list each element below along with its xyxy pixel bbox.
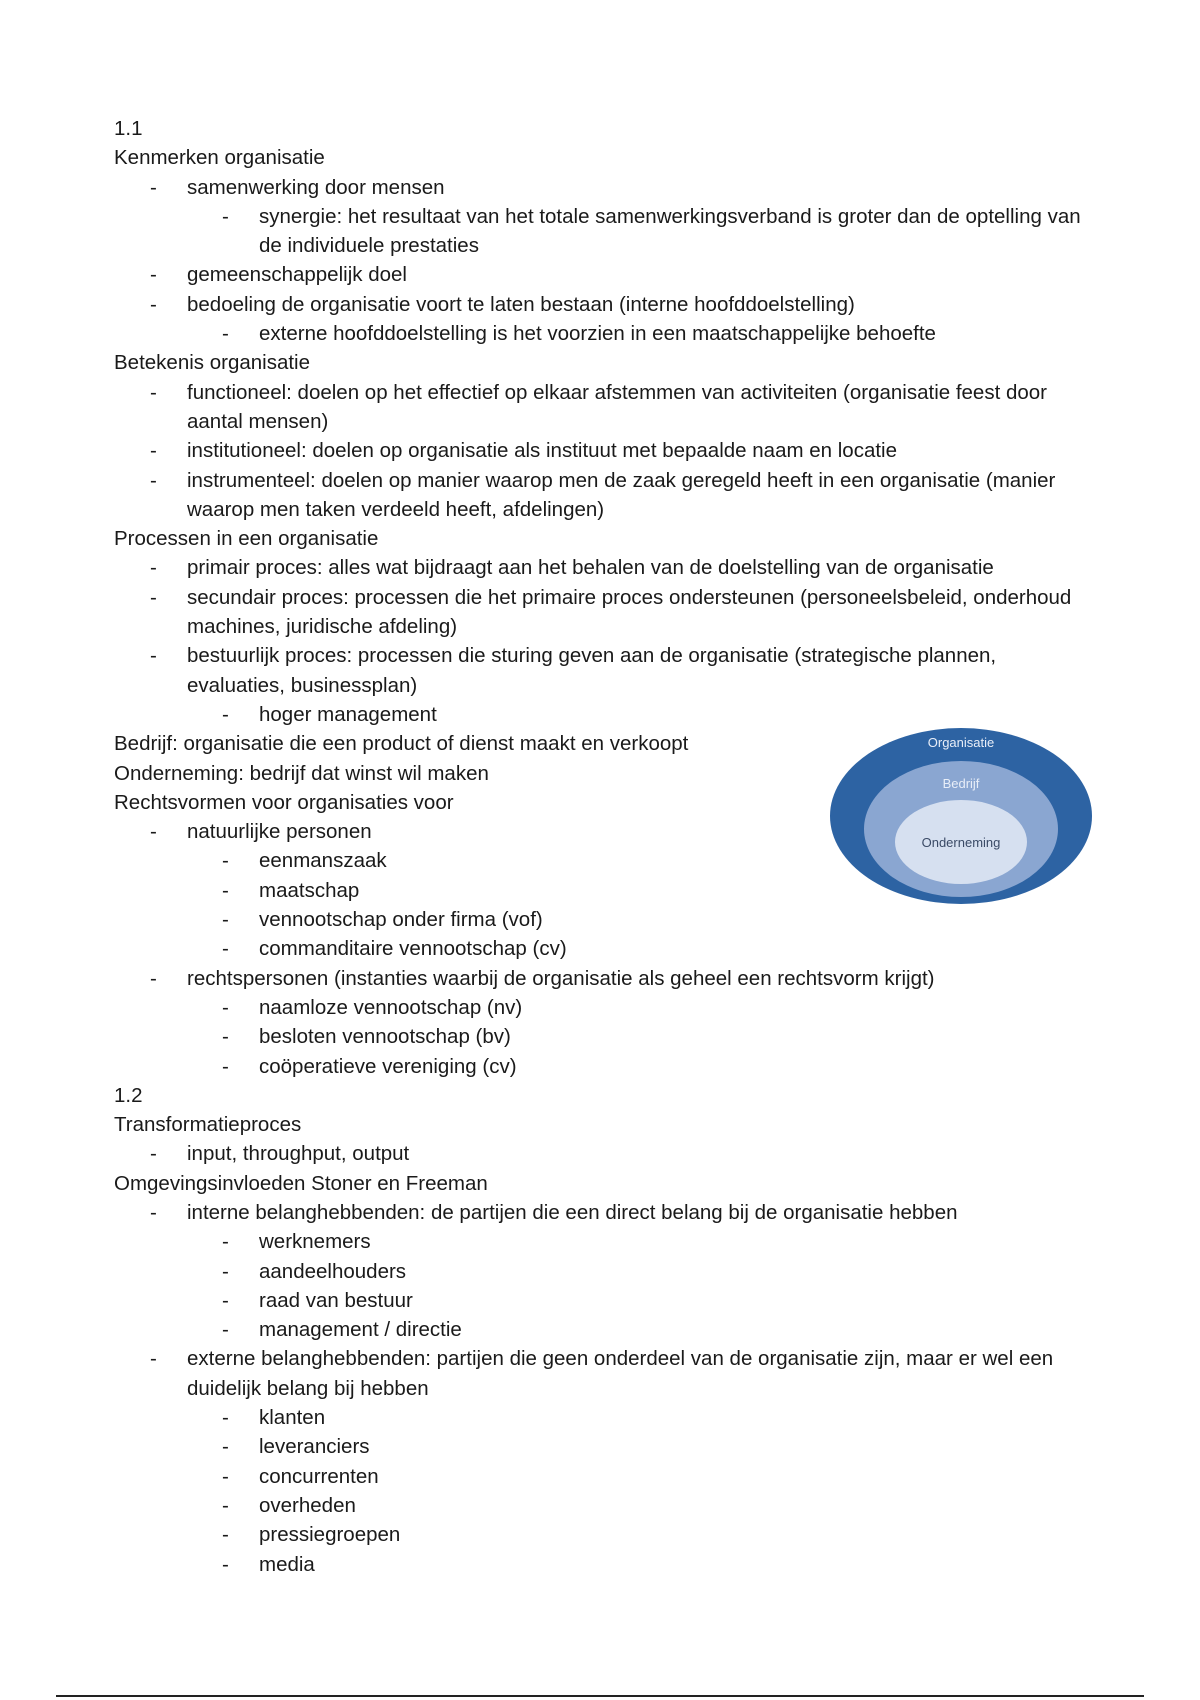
bullet-dash: - (150, 1200, 157, 1224)
line-text: concurrenten (259, 1464, 379, 1488)
list-item (114, 553, 1094, 582)
sub-list-item (114, 993, 1094, 1022)
bullet-dash: - (222, 1054, 229, 1078)
line-text: 1.2 (114, 1083, 143, 1107)
organisatie-label: Organisatie (927, 735, 995, 750)
line-text: externe belanghebbenden: partijen die geen onderdeel van de organisatie zijn, maar er wel een duidelijk belang bij hebben (187, 1347, 1054, 1400)
bullet-dash: - (222, 702, 229, 726)
line-text: werknemers (259, 1230, 371, 1254)
sub-list-item (114, 1432, 1094, 1461)
bullet-dash: - (222, 908, 229, 932)
bullet-dash: - (150, 468, 157, 492)
line-text: secundair proces: processen die het primaire proces ondersteunen (personeelsbeleid, onderhoud machines, juridische afdeling) (187, 585, 1072, 639)
line-text: besloten vennootschap (bv) (259, 1025, 511, 1049)
line-text: hoger management (259, 702, 437, 726)
line-text: Transformatieproces (114, 1113, 302, 1137)
heading-line (114, 1110, 1094, 1139)
line-text: Onderneming: bedrijf dat winst wil maken (114, 761, 489, 785)
sub-list-item (114, 1520, 1094, 1549)
bullet-dash: - (222, 1288, 229, 1312)
line-text: klanten (259, 1406, 326, 1430)
sub-list-item (114, 1022, 1094, 1051)
heading-line (114, 114, 1094, 143)
line-text: aandeelhouders (259, 1259, 407, 1283)
heading-line (114, 348, 1094, 377)
list-item (114, 290, 1094, 319)
bullet-dash: - (150, 820, 157, 844)
bullet-dash: - (150, 292, 157, 316)
bullet-dash: - (150, 966, 157, 990)
sub-list-item (114, 700, 1094, 729)
bullet-dash: - (222, 1464, 229, 1488)
line-text: media (259, 1552, 315, 1576)
bullet-dash: - (150, 380, 157, 404)
line-text: samenwerking door mensen (187, 175, 445, 199)
bullet-dash: - (150, 1347, 157, 1371)
line-text: rechtspersonen (instanties waarbij de organisatie als geheel een rechtsvorm krijgt) (187, 966, 935, 990)
list-item (114, 583, 1094, 642)
sub-list-item (114, 934, 1094, 963)
bullet-dash: - (222, 995, 229, 1019)
bullet-dash: - (222, 1406, 229, 1430)
sub-list-item (114, 1257, 1094, 1286)
line-text: natuurlijke personen (187, 820, 372, 844)
list-item (114, 1344, 1094, 1403)
nested-ellipse-diagram (828, 726, 1094, 906)
bullet-dash: - (222, 204, 229, 228)
line-text: pressiegroepen (259, 1523, 401, 1547)
line-text: eenmanszaak (259, 849, 387, 873)
bullet-dash: - (222, 1259, 229, 1283)
line-text: naamloze vennootschap (nv) (259, 995, 523, 1019)
line-text: Bedrijf: organisatie die een product of dienst maakt en verkoopt (114, 732, 689, 756)
bullet-dash: - (150, 263, 157, 287)
sub-list-item (114, 1315, 1094, 1344)
line-text: Betekenis organisatie (114, 351, 311, 375)
bedrijf-label: Bedrijf (942, 776, 980, 791)
sub-list-item (114, 1286, 1094, 1315)
line-text: management / directie (259, 1318, 462, 1342)
line-text: raad van bestuur (259, 1288, 413, 1312)
bullet-dash: - (222, 1523, 229, 1547)
line-text: Processen in een organisatie (114, 527, 379, 551)
bullet-dash: - (222, 849, 229, 873)
sub-list-item (114, 1550, 1094, 1579)
bullet-dash: - (222, 1230, 229, 1254)
line-text: 1.1 (114, 117, 143, 140)
list-item (114, 378, 1094, 437)
sub-list-item (114, 1462, 1094, 1491)
line-text: input, throughput, output (187, 1142, 410, 1166)
line-text: bedoeling de organisatie voort te laten bestaan (interne hoofddoelstelling) (187, 292, 855, 316)
sub-list-item (114, 1227, 1094, 1256)
bullet-dash: - (222, 1318, 229, 1342)
list-item (114, 173, 1094, 202)
bullet-dash: - (222, 937, 229, 961)
sub-list-item (114, 1403, 1094, 1432)
footer-divider (56, 1695, 1144, 1697)
line-text: Rechtsvormen voor organisaties voor (114, 790, 454, 814)
list-item (114, 1139, 1094, 1168)
heading-line (114, 143, 1094, 172)
bullet-dash: - (222, 322, 229, 346)
list-item (114, 260, 1094, 289)
sub-list-item (114, 1052, 1094, 1081)
line-text: vennootschap onder firma (vof) (259, 908, 543, 932)
list-item (114, 436, 1094, 465)
sub-list-item (114, 905, 1094, 934)
heading-line (114, 524, 1094, 553)
bullet-dash: - (150, 556, 157, 580)
line-text: leveranciers (259, 1435, 370, 1459)
bullet-dash: - (222, 878, 229, 902)
sub-list-item (114, 1491, 1094, 1520)
bullet-dash: - (150, 175, 157, 199)
bullet-dash: - (150, 644, 157, 668)
bullet-dash: - (222, 1552, 229, 1576)
line-text: functioneel: doelen op het effectief op elkaar afstemmen van activiteiten (organisatie feest door aantal mensen) (187, 380, 1048, 433)
line-text: Kenmerken organisatie (114, 146, 325, 170)
bullet-dash: - (222, 1025, 229, 1049)
bullet-dash: - (150, 439, 157, 463)
line-text: interne belanghebbenden: de partijen die een direct belang bij de organisatie hebben (187, 1200, 958, 1224)
line-text: coöperatieve vereniging (cv) (259, 1054, 517, 1078)
bullet-dash: - (222, 1493, 229, 1517)
list-item (114, 641, 1094, 700)
list-item (114, 964, 1094, 993)
bullet-dash: - (150, 585, 157, 609)
line-text: externe hoofddoelstelling is het voorzien in een maatschappelijke behoefte (259, 322, 936, 346)
heading-line (114, 1081, 1094, 1110)
heading-line (114, 1169, 1094, 1198)
sub-list-item (114, 319, 1094, 348)
line-text: maatschap (259, 878, 360, 902)
line-text: synergie: het resultaat van het totale samenwerkingsverband is groter dan de optelling van de individuele prestaties (259, 204, 1081, 258)
line-text: gemeenschappelijk doel (187, 263, 407, 287)
bullet-dash: - (150, 1142, 157, 1166)
line-text: commanditaire vennootschap (cv) (259, 937, 567, 961)
bullet-dash: - (222, 1435, 229, 1459)
onderneming-label: Onderneming (921, 835, 1001, 850)
list-item (114, 466, 1094, 525)
list-item (114, 1198, 1094, 1227)
line-text: bestuurlijk proces: processen die sturing geven aan de organisatie (strategische plannen, evaluaties, businessplan) (187, 644, 997, 697)
line-text: overheden (259, 1493, 356, 1517)
line-text: instrumenteel: doelen op manier waarop men de zaak geregeld heeft in een organisatie (manier waarop men taken verdeeld heeft, afdelingen) (187, 468, 1056, 521)
sub-list-item (114, 202, 1094, 261)
line-text: institutioneel: doelen op organisatie als instituut met bepaalde naam en locatie (187, 439, 897, 463)
line-text: Omgevingsinvloeden Stoner en Freeman (114, 1171, 488, 1195)
line-text: primair proces: alles wat bijdraagt aan het behalen van de doelstelling van de organisatie (187, 556, 994, 580)
